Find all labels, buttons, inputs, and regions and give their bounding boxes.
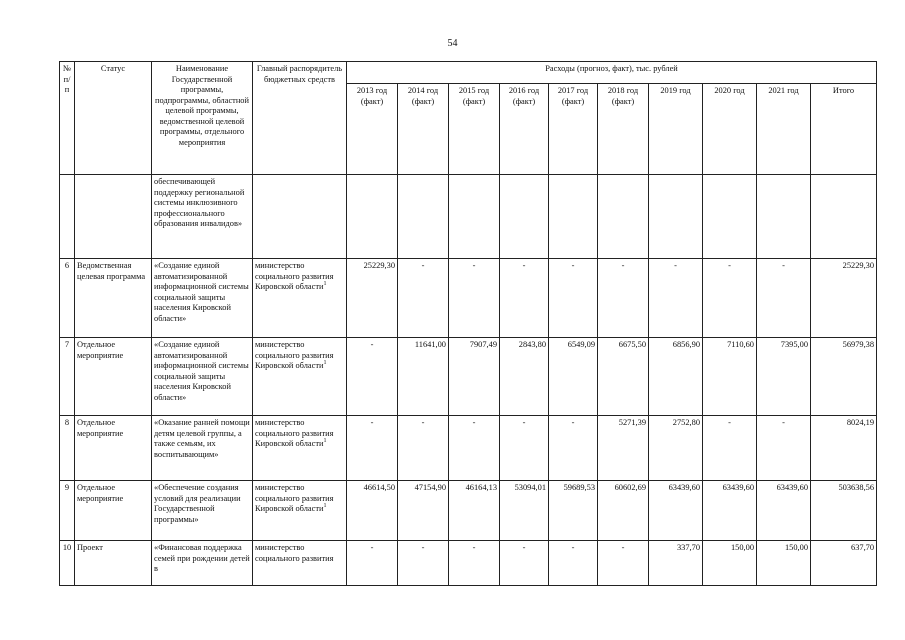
row-total: 503638,56 bbox=[811, 481, 877, 541]
table-row bbox=[60, 175, 877, 259]
row-name: «Обеспечение создания условий для реализации Государственной программы» bbox=[152, 481, 253, 541]
row-total: 637,70 bbox=[811, 541, 877, 586]
row-total: 56979,38 bbox=[811, 338, 877, 416]
header-year: 2013 год (факт) bbox=[347, 84, 398, 175]
row-value: 63439,60 bbox=[649, 481, 703, 541]
row-admin-text: министерство социального развития Кировской области bbox=[255, 483, 334, 513]
row-status bbox=[75, 175, 152, 259]
row-value: - bbox=[549, 416, 598, 481]
row-value: 6856,90 bbox=[649, 338, 703, 416]
row-value: - bbox=[598, 541, 649, 586]
row-value: 46164,13 bbox=[449, 481, 500, 541]
row-number: 10 bbox=[60, 541, 75, 586]
row-value bbox=[598, 175, 649, 259]
row-value: 7395,00 bbox=[757, 338, 811, 416]
table-row bbox=[60, 338, 877, 416]
row-value: 2843,80 bbox=[500, 338, 549, 416]
row-value: - bbox=[757, 416, 811, 481]
row-status: Проект bbox=[75, 541, 152, 586]
row-number: 9 bbox=[60, 481, 75, 541]
row-number: 8 bbox=[60, 416, 75, 481]
header-year: 2020 год bbox=[703, 84, 757, 175]
budget-table bbox=[59, 61, 877, 586]
header-year: 2018 год (факт) bbox=[598, 84, 649, 175]
header-admin: Главный распорядитель бюджетных средств bbox=[253, 62, 347, 175]
row-value: 5271,39 bbox=[598, 416, 649, 481]
row-value: - bbox=[398, 541, 449, 586]
row-value bbox=[347, 175, 398, 259]
row-value: 63439,60 bbox=[703, 481, 757, 541]
footnote-mark: 1 bbox=[323, 281, 327, 288]
row-value: - bbox=[649, 259, 703, 338]
row-name: «Оказание ранней помощи детям целевой группы, а также семьям, их воспитывающим» bbox=[152, 416, 253, 481]
row-value: - bbox=[398, 416, 449, 481]
row-value: - bbox=[549, 259, 598, 338]
row-value: - bbox=[449, 416, 500, 481]
row-admin bbox=[253, 338, 347, 416]
row-value: - bbox=[703, 259, 757, 338]
header-status: Статус bbox=[75, 62, 152, 175]
row-value: 7110,60 bbox=[703, 338, 757, 416]
row-admin bbox=[253, 175, 347, 259]
row-number: 6 bbox=[60, 259, 75, 338]
header-year: 2021 год bbox=[757, 84, 811, 175]
row-value: - bbox=[347, 416, 398, 481]
row-value: - bbox=[500, 259, 549, 338]
header-year: 2014 год (факт) bbox=[398, 84, 449, 175]
table-row bbox=[60, 481, 877, 541]
row-admin: министерство социального развития bbox=[253, 541, 347, 586]
row-value: - bbox=[347, 338, 398, 416]
header-name: Наименование Государственной программы, подпрограммы, областной целевой программы, ведомственной целевой программы, отдельного мероприятия bbox=[152, 62, 253, 175]
row-value: 59689,53 bbox=[549, 481, 598, 541]
row-status: Отдельное мероприятие bbox=[75, 416, 152, 481]
row-value: - bbox=[398, 259, 449, 338]
header-year: 2017 год (факт) bbox=[549, 84, 598, 175]
row-status: Отдельное мероприятие bbox=[75, 481, 152, 541]
row-value: - bbox=[549, 541, 598, 586]
footnote-mark: 1 bbox=[323, 503, 327, 510]
row-total: 25229,30 bbox=[811, 259, 877, 338]
row-value bbox=[398, 175, 449, 259]
row-value bbox=[757, 175, 811, 259]
header-expenses: Расходы (прогноз, факт), тыс. рублей bbox=[347, 62, 877, 84]
row-value: 6675,50 bbox=[598, 338, 649, 416]
row-number bbox=[60, 175, 75, 259]
table-row bbox=[60, 259, 877, 338]
row-admin bbox=[253, 416, 347, 481]
row-value: - bbox=[500, 416, 549, 481]
row-value: - bbox=[449, 259, 500, 338]
row-name: «Финансовая поддержка семей при рождении детей в bbox=[152, 541, 253, 586]
row-admin bbox=[253, 259, 347, 338]
row-name: обеспечивающей поддержку региональной системы инклюзивного профессионального образования инвалидов» bbox=[152, 175, 253, 259]
row-value: 7907,49 bbox=[449, 338, 500, 416]
row-value: 150,00 bbox=[703, 541, 757, 586]
row-value bbox=[449, 175, 500, 259]
row-value bbox=[649, 175, 703, 259]
row-status: Отдельное мероприятие bbox=[75, 338, 152, 416]
row-admin-text: министерство социального развития Кировской области bbox=[255, 340, 334, 370]
row-total: 8024,19 bbox=[811, 416, 877, 481]
row-value: - bbox=[703, 416, 757, 481]
row-admin-text: министерство социального развития Кировской области bbox=[255, 418, 334, 448]
row-value: 337,70 bbox=[649, 541, 703, 586]
row-total bbox=[811, 175, 877, 259]
row-value: 47154,90 bbox=[398, 481, 449, 541]
footnote-mark: 1 bbox=[323, 360, 327, 367]
row-number: 7 bbox=[60, 338, 75, 416]
header-no: № п/п bbox=[60, 62, 75, 175]
row-value: - bbox=[598, 259, 649, 338]
row-value: 6549,09 bbox=[549, 338, 598, 416]
table-row bbox=[60, 541, 877, 586]
row-value: 46614,50 bbox=[347, 481, 398, 541]
row-value: - bbox=[757, 259, 811, 338]
row-admin bbox=[253, 481, 347, 541]
row-admin-text: министерство социального развития Кировской области bbox=[255, 261, 334, 291]
header-total: Итого bbox=[811, 84, 877, 175]
row-value: 2752,80 bbox=[649, 416, 703, 481]
row-value: 150,00 bbox=[757, 541, 811, 586]
row-value bbox=[500, 175, 549, 259]
row-value bbox=[549, 175, 598, 259]
row-value: 63439,60 bbox=[757, 481, 811, 541]
row-status: Ведомственная целевая программа bbox=[75, 259, 152, 338]
page-number: 54 bbox=[447, 38, 458, 49]
row-name: «Создание единой автоматизированной информационной системы социальной защиты населения Кировской области» bbox=[152, 259, 253, 338]
table-row bbox=[60, 416, 877, 481]
row-value: 53094,01 bbox=[500, 481, 549, 541]
row-value: 60602,69 bbox=[598, 481, 649, 541]
header-year: 2016 год (факт) bbox=[500, 84, 549, 175]
header-year: 2019 год bbox=[649, 84, 703, 175]
row-value: - bbox=[500, 541, 549, 586]
row-name: «Создание единой автоматизированной информационной системы социальной защиты населения Кировской области» bbox=[152, 338, 253, 416]
row-value: 25229,30 bbox=[347, 259, 398, 338]
row-value: - bbox=[449, 541, 500, 586]
row-value: 11641,00 bbox=[398, 338, 449, 416]
row-value: - bbox=[347, 541, 398, 586]
header-year: 2015 год (факт) bbox=[449, 84, 500, 175]
row-value bbox=[703, 175, 757, 259]
footnote-mark: 1 bbox=[323, 438, 327, 445]
